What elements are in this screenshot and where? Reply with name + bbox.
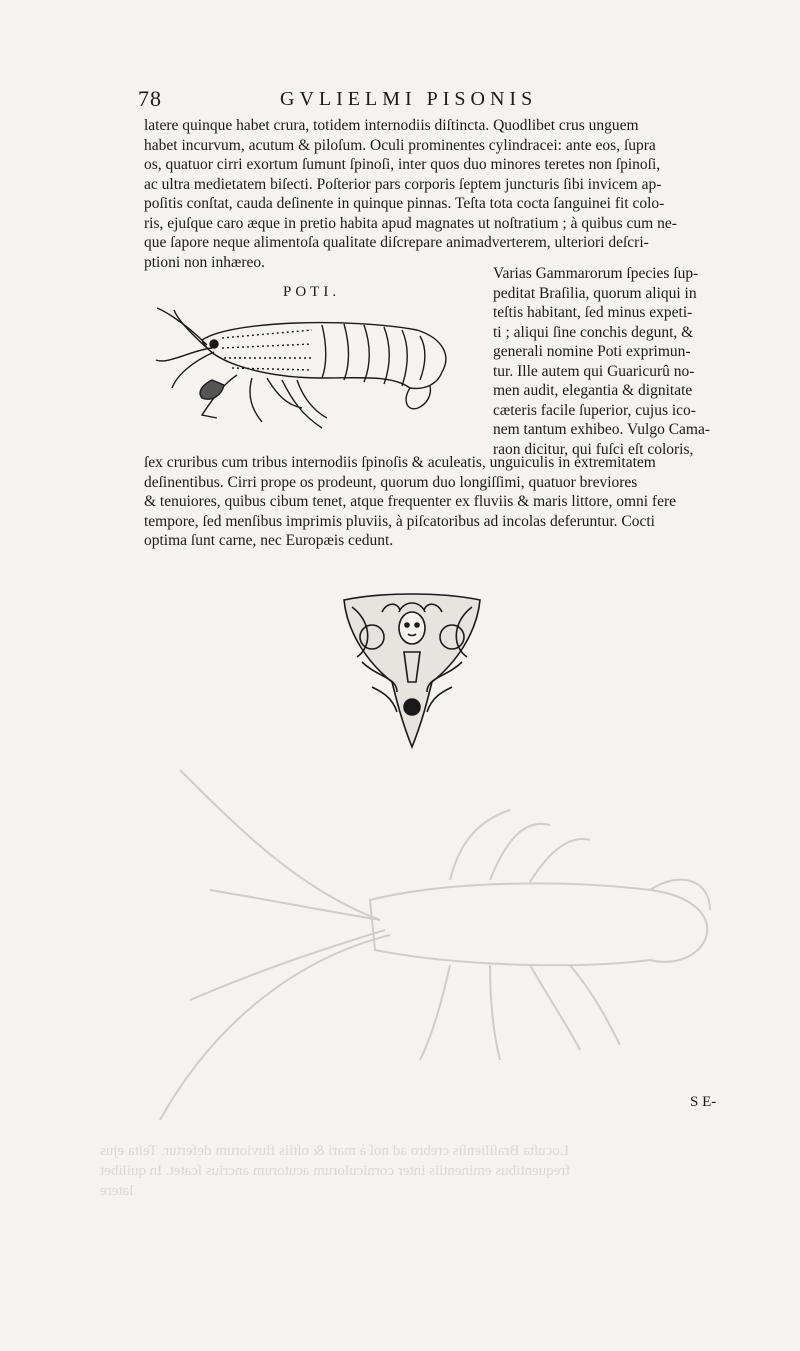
- text-line: raon dicitur, qui fuſci eſt coloris,: [493, 440, 694, 458]
- text-line: ti ; aliqui ſine conchis degunt, &: [493, 323, 694, 341]
- bleed-through-text-line: Locuſta Braſilienſis crebro ad noſ à mari & oſtiis fluviorum defertur. Teſta ejus: [100, 1143, 569, 1159]
- paragraph-shrimp-legs: [144, 453, 726, 551]
- paragraph-lobster-description: [144, 116, 710, 272]
- text-line: ſex cruribus cum tribus internodiis ſpinoſis & aculeatis, unguiculis in extremitatem: [144, 454, 656, 471]
- page-number: 78: [138, 86, 162, 111]
- shrimp-poti-illustration: [152, 300, 452, 440]
- text-line: & tenuiores, quibus cibum tenet, atque frequenter ex fluviis & maris littore, omni fere: [144, 493, 677, 510]
- bleed-through-text-line: frequentibus eminentiis inter corniculorum acutorum ancrius ſcatet. In quilibet: [100, 1163, 571, 1179]
- text-line: poſitis conſtat, cauda deſinente in quinque pinnas. Teſta tota cocta ſanguinei fit colo-: [144, 195, 665, 212]
- text-line: deſinentibus. Cirri prope os prodeunt, quorum duo longiſſimi, quatuor breviores: [144, 473, 638, 491]
- text-line: men audit, elegantia & dignitate: [493, 382, 693, 399]
- text-line: Varias Gammarorum ſpecies ſup-: [493, 265, 699, 282]
- text-line: ptioni non inhæreo.: [144, 253, 265, 271]
- text-line: tur. Ille autem qui Guaricurû no-: [493, 362, 695, 380]
- text-line: peditat Braſilia, quorum aliqui in: [493, 284, 697, 302]
- text-line: optima ſunt carne, nec Europæis cedunt.: [144, 532, 394, 549]
- bleed-through-text-line: latere: [100, 1183, 134, 1199]
- text-line: ris, ejuſque caro æque in pretio habita apud magnates ut noſtratium ; à quibus cum ne-: [144, 214, 677, 232]
- text-line: latere quinque habet crura, totidem internodiis diſtincta. Quodlibet crus unguem: [144, 117, 639, 134]
- text-line: cæteris facile ſuperior, cujus ico-: [493, 401, 696, 419]
- text-line: os, quatuor cirri exortum ſumunt ſpinoſi, inter quos duo minores teretes non ſpinoſi,: [144, 156, 661, 173]
- figure-caption-poti: POTI.: [283, 284, 341, 300]
- catchword: S E-: [690, 1094, 717, 1110]
- text-line: ac ultra medietatem biſecti. Poſterior pars corporis ſeptem juncturis ſibi invicem ap-: [144, 175, 662, 193]
- text-line: nem tantum exhibeo. Vulgo Cama-: [493, 421, 711, 438]
- page-header: [138, 86, 698, 116]
- tailpiece-ornament: [342, 592, 482, 752]
- bleed-through-lobster-image: [150, 750, 720, 1130]
- text-line: habet incurvum, acutum & piloſum. Oculi prominentes cylindracei: ante eos, ſupra: [144, 136, 656, 154]
- running-title: GVLIELMI PISONIS: [280, 88, 538, 110]
- text-line: teſtis habitant, ſed minus expeti-: [493, 304, 693, 321]
- paragraph-gammarus-species: [493, 264, 728, 459]
- text-line: que ſapore neque alimentoſa qualitate diſcrepare animadverterem, ulteriori deſcri-: [144, 234, 649, 251]
- text-line: generali nomine Poti exprimun-: [493, 343, 691, 360]
- text-line: tempore, ſed menſibus imprimis pluviis, à piſcatoribus ad incolas deferuntur. Cocti: [144, 512, 655, 530]
